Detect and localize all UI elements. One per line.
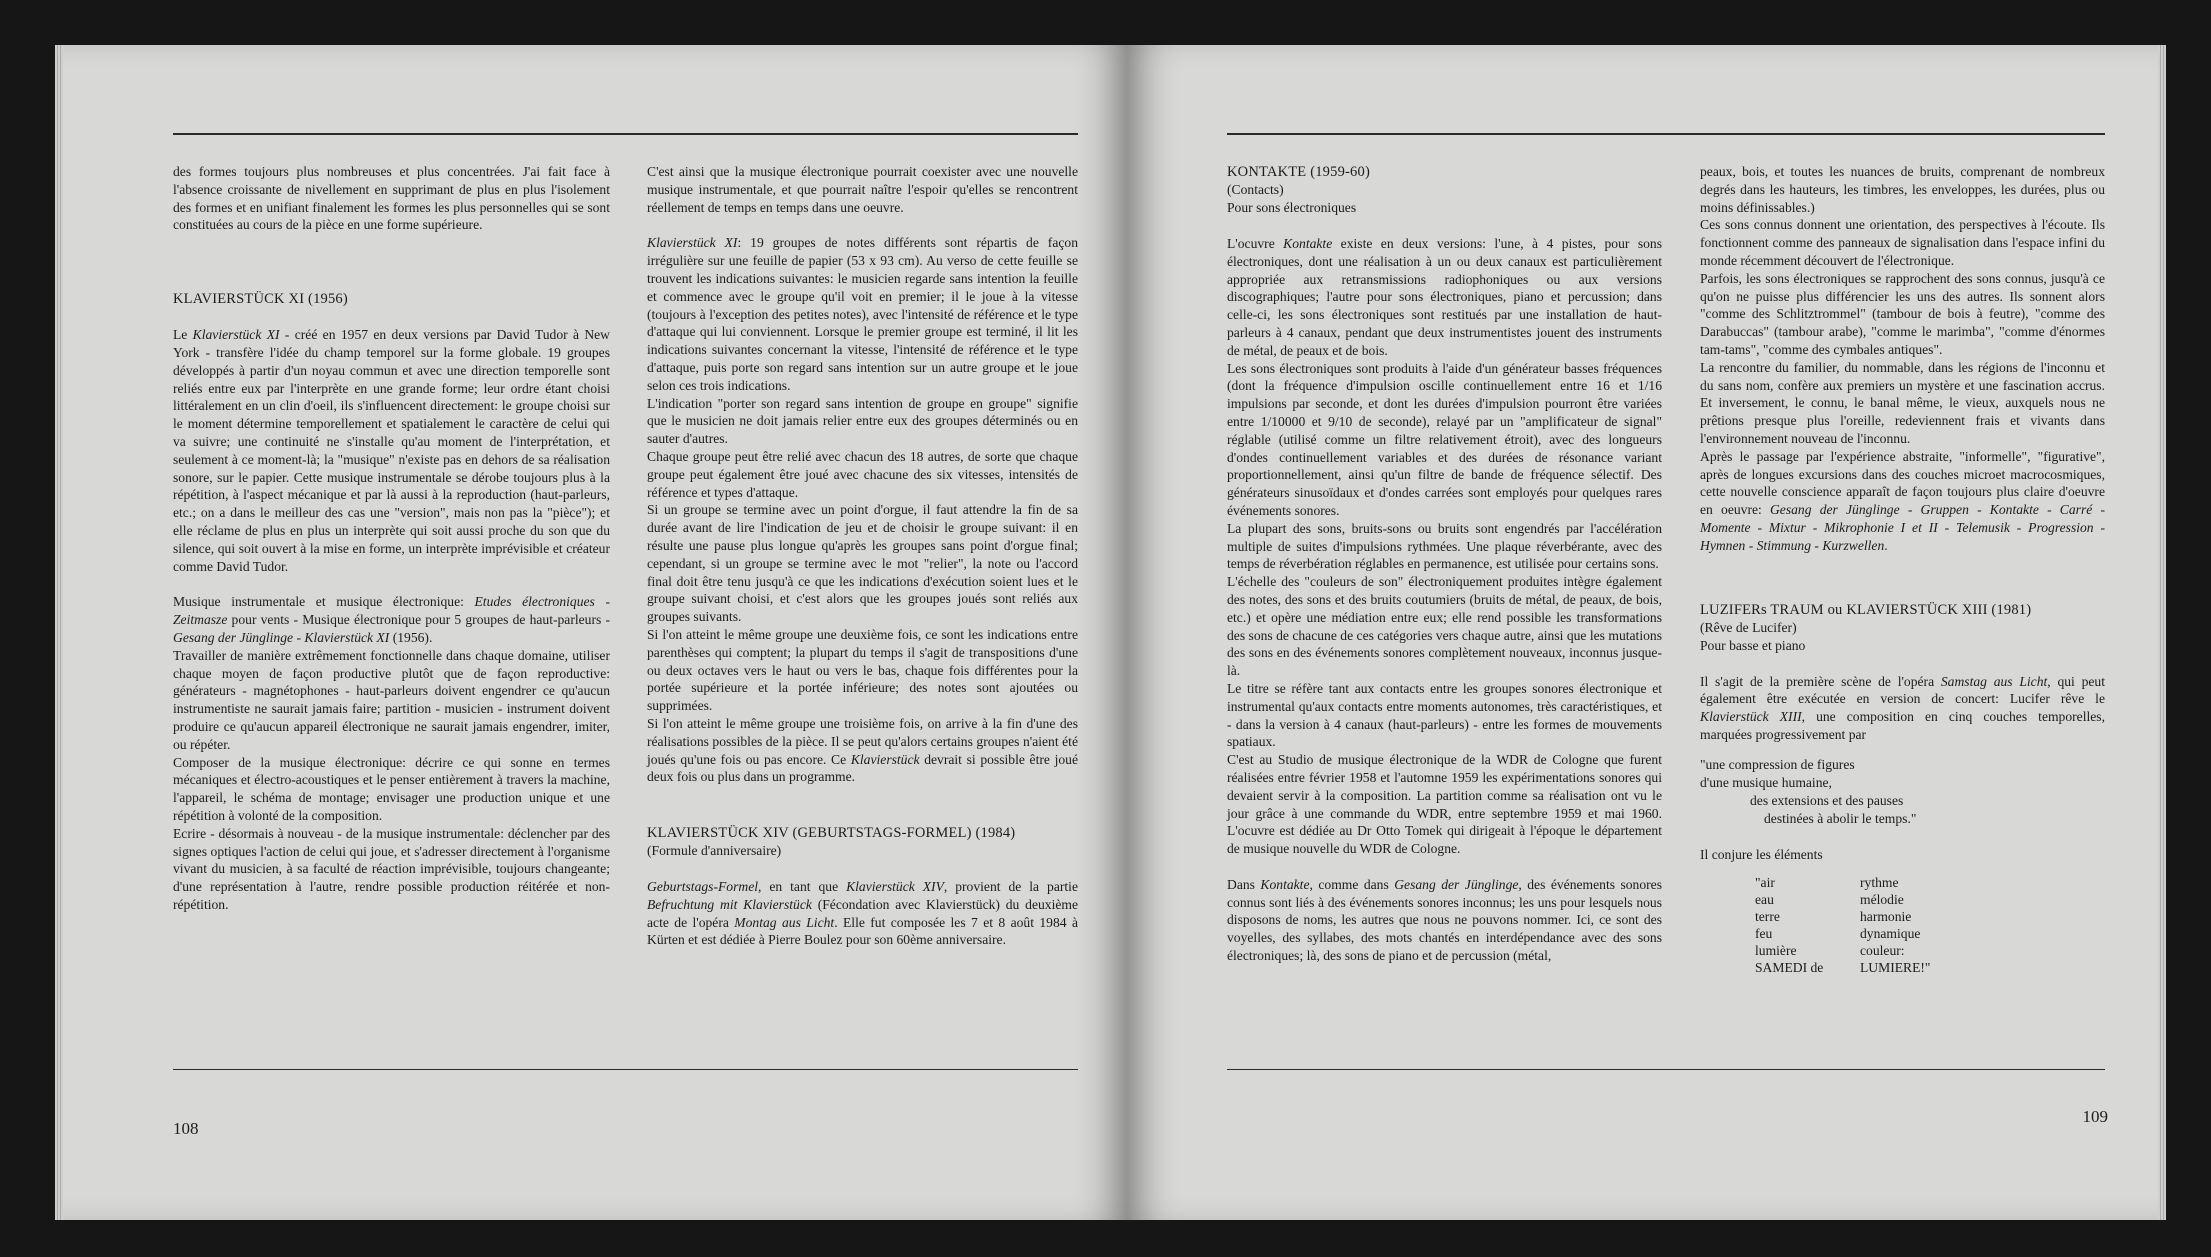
element-left: SAMEDI de <box>1755 959 1824 975</box>
page-number: 108 <box>173 1119 199 1138</box>
paragraph: L'indication "porter son regard sans intention de groupe en groupe" signifie que le musicien ne doit jamais relier entre eux des groupes déterminés ou en sauter d'autres. <box>647 395 1078 447</box>
left-column-2 <box>647 163 1078 949</box>
paragraph: Il s'agit de la première scène de l'opéra Samstag aus Licht, qui peut également être exécutée en version de concert: Lucifer rêve le Klavierstück XIII, une composition en cinq couches temporelles, marquées progressivement par <box>1700 673 2105 742</box>
element-right: couleur: <box>1860 942 1905 958</box>
quote-line: destinées à abolir le temps." <box>1764 810 1917 826</box>
paragraph: Si l'on atteint le même groupe une deuxième fois, ce sont les indications entre parenthèses qui comptent; la plupart du temps il s'agit de transpositions d'une ou deux octaves vers le haut ou vers le bas, chaque fois différentes pour la portée supérieure et la portée inférieure; des notes sont ajoutées ou supprimées. <box>647 626 1078 714</box>
quote-block <box>1700 756 2105 828</box>
paragraph: C'est au Studio de musique électronique de la WDR de Cologne que furent réalisées entre février 1958 et l'automne 1959 les expérimentations sonores qui devaient servir à la composition. La partition comme sa réalisation ont vu le jour grâce à une commande du WDR, entre septembre 1959 et mai 1960. L'ocuvre est dédiée au Dr Otto Tomek qui dirigeait à l'époque le département de musique nouvelle du WDR de Cologne. <box>1227 752 1662 857</box>
element-right: rythme <box>1860 874 1899 890</box>
top-rule <box>173 133 1078 135</box>
element-right: LUMIERE!" <box>1860 959 1931 975</box>
paragraph: Composer de la musique électronique: décrire ce qui sonne en termes mécaniques et électro-acoustiques et le penser entièrement à travers la machine, l'appareil, le schéma de montage; envisager une production unique et une répétition à volonté de la composition. <box>173 754 610 823</box>
section-subheading: (Contacts) <box>1227 182 1284 197</box>
element-left: terre <box>1755 908 1780 924</box>
paragraph: Si un groupe se termine avec un point d'orgue, il faut attendre la fin de sa durée avant de lire l'indication de jeu et de choisir le groupe suivant: il en résulte une pause plus longue qu'après les groupes sans point d'orgue final; cependant, si un groupe se termine avec le mot "relier", la note ou l'accord final doit être tenu jusqu'à ce que les indications d'exécution soient lues et le groupe suivant choisi, et c'est alors que les groupes joués sont reliés aux groupes suivants. <box>647 502 1078 625</box>
section-subheading: (Formule d'anniversaire) <box>647 843 782 859</box>
element-left: feu <box>1755 925 1773 941</box>
section-heading: KLAVIERSTÜCK XI (1956) <box>173 291 348 308</box>
top-rule <box>1227 133 2105 135</box>
paragraph: Klavierstück XI: 19 groupes de notes différents sont répartis de façon irrégulière sur une feuille de papier (53 x 93 cm). Au verso de cette feuille se trouvent les indications suivantes: le musicien regarde sans intention la feuille et commence avec le groupe qu'il voit en premier; il le joue à la vitesse (toujours à l'exception des petites notes), avec l'intensité de référence et le type d'attaque qui lui conviennent. Lorsque le premier groupe est terminé, il lit les indications suivantes concernant la vitesse, l'intensité de référence et le type d'attaque, puis porte son regard sans intention sur un autre groupe et le joue selon ces trois indications. <box>647 235 1078 393</box>
open-booklet <box>55 45 2166 1220</box>
paragraph: des formes toujours plus nombreuses et plus concentrées. J'ai fait face à l'absence croissante de nivellement en supprimant de plus en plus l'isolement des formes et en unifiant finalement les formes les plus personnelles qui se sont constituées au cours de la pièce en une forme supérieure. <box>173 164 610 233</box>
section-heading: LUZIFERs TRAUM ou KLAVIERSTÜCK XIII (1981) <box>1700 601 2032 618</box>
paragraph: L'ocuvre Kontakte existe en deux versions: l'une, à 4 pistes, pour sons électroniques, dont une réalisation à un ou deux canaux est particulièrement appropriée aux retransmissions radiophoniques ou aux versions discographiques; l'autre pour sons électroniques, piano et percussion; dans celle-ci, les sons électroniques sont restitués par une installation de haut-parleurs à 4 canaux, pendant que deux instrumentistes jouent des instruments de métal, de peaux et de bois. <box>1227 236 1662 358</box>
element-right: dynamique <box>1860 925 1921 941</box>
quote-line: d'une musique humaine, <box>1700 774 1832 790</box>
bottom-rule <box>173 1069 1078 1070</box>
left-page <box>55 45 1127 1220</box>
paragraph: Parfois, les sons électroniques se rapprochent des sons connus, jusqu'à ce qu'on ne puisse plus différencier les uns des autres. Ils sonnent alors "comme des Schlitztrommel" (tambour de bois à feutre), "comme des Darabuccas" (tambour arabe), "comme le marimba", "comme d'énormes tam-tams", "comme des cymbales antiques". <box>1700 270 2105 357</box>
right-page <box>1127 45 2166 1220</box>
paragraph: Le Klavierstück XI - créé en 1957 en deux versions par David Tudor à New York - transfère l'idée du champ temporel sur la forme globale. 19 groupes développés à partir d'un noyau commun et avec une direction temporelle sont reliés entre eux par l'interprète en une grande forme; leur ordre étant choisi littéralement en un clin d'oeil, ils s'influencent directement: le groupe choisi sur le moment détermine temporellement et spatialement le caractère de celui qui va suivre; une continuité ne s'installe qu'au moment de l'interprétation, et seulement à ce moment-là; la "musique" n'existe pas en dehors de sa réalisation sonore, sur le papier. Cette musique instrumentale se dérobe toujours plus à la répétition, à l'aspect mécanique et par là aussi à la reproduction (haut-parleurs, etc.; on a dans le meilleur des cas une "version", mais non pas la "pièce"); et elle réclame de plus en plus un interprète qui soit aussi proche du son que du silence, qui soit ouvert à la mise en forme, un interprète imprévisible et créateur comme David Tudor. <box>173 327 610 574</box>
page-edge <box>55 45 63 1220</box>
paragraph: Ecrire - désormais à nouveau - de la musique instrumentale: déclencher par des signes optiques l'action de celui qui joue, et s'adresser directement à l'organisme vivant du musicien, à sa faculté de réaction imprévisible, toujours changeante; d'une représentation à l'autre, rendre possible production réitérée et non-répétition. <box>173 825 610 912</box>
paragraph: Geburtstags-Formel, en tant que Klavierstück XIV, provient de la partie Befruchtung mit Klavierstück (Fécondation avec Klavierstück) du deuxième acte de l'opéra Montag aus Licht. Elle fut composée les 7 et 8 août 1984 à Kürten et est dédiée à Pierre Boulez pour son 60ème anniversaire. <box>647 879 1078 948</box>
right-column-2 <box>1700 163 2105 976</box>
paragraph: C'est ainsi que la musique électronique pourrait coexister avec une nouvelle musique instrumentale, et que pourrait naître l'espoir qu'elles se rencontrent réellement de temps en temps dans une oeuvre. <box>647 164 1078 215</box>
paragraph: Il conjure les éléments <box>1700 846 1823 862</box>
element-left: "air <box>1755 874 1775 890</box>
paragraph: Le titre se réfère tant aux contacts entre les groupes sonores électronique et instrumental qu'aux contacts entre moments autonomes, très caractéristiques, et - dans la version à 4 canaux (haut-parleurs) - entre les formes de mouvements spatiaux. <box>1227 680 1662 750</box>
element-right: mélodie <box>1860 891 1904 907</box>
paragraph: Musique instrumentale et musique électronique: Etudes électroniques - Zeitmasze pour vents - Musique électronique pour 5 groupes de haut-parleurs - Gesang der Jünglinge - Klavierstück XI (1956). <box>173 594 610 645</box>
paragraph: Chaque groupe peut être relié avec chacun des 18 autres, de sorte que chaque groupe peut également être joué avec chacune des six vitesses, intensités de référence et types d'attaque. <box>647 448 1078 500</box>
section-heading: KLAVIERSTÜCK XIV (GEBURTSTAGS-FORMEL) (1984) <box>647 825 1016 842</box>
paragraph: Ces sons connus donnent une orientation, des perspectives à l'écoute. Ils fonctionnent comme des panneaux de signalisation dans l'espace infini du monde récemment découvert de l'électronique. <box>1700 217 2105 268</box>
element-right: harmonie <box>1860 908 1912 924</box>
element-left: eau <box>1755 891 1774 907</box>
paragraph: Après le passage par l'expérience abstraite, "informelle", "figurative", après de longues excursions dans des couches microet macrocosmiques, cette nouvelle conscience apparaît de façon toujours plus claire d'oeuvre en oeuvre: Gesang der Jünglinge - Gruppen - Kontakte - Carré - Momente - Mixtur - Mikrophonie I et II - Telemusik - Progression - Hymnen - Stimmung - Kurzwellen. <box>1700 448 2105 553</box>
quote-line: "une compression de figures <box>1700 756 1855 772</box>
paragraph: Travailler de manière extrêmement fonctionnelle dans chaque domaine, utiliser chaque moyen de façon productive plutôt que de façon reproductive: générateurs - magnétophones - haut-parleurs doivent engendrer ce qu'aucun instrumentiste ne saurait jamais faire; partition - musicien - instrument doivent produire ce qu'aucun appareil électronique ne saurait jamais engendrer, imiter, ou répéter. <box>173 647 610 752</box>
left-column-1 <box>173 163 610 914</box>
section-subheading: Pour sons électroniques <box>1227 200 1357 215</box>
paragraph: Les sons électroniques sont produits à l'aide d'un générateur basses fréquences (dont la fréquence d'impulsion oscille continuellement entre 16 et 1/16 impulsions par seconde, et dont les durées d'impulsion pourront être variées entre 1/10000 et 9/10 de seconde), relayé par un "amplificateur de signal" réglable (utilisé comme un filtre relativement étroit), avec des longueurs d'ondes continuellement variables et des durées de résonance variant proportionnellement, ainsi qu'un filtre de bande de fréquence sélectif. Des générateurs sinusoïdaux et d'ondes carrées sont employés pour quelques rares événements sonores. <box>1227 360 1662 518</box>
right-column-1 <box>1227 163 1662 965</box>
paragraph: L'échelle des "couleurs de son" électroniquement produites intègre également des notes, des sons et des bruits coutumiers (bruits de métal, de peaux, de bois, etc.) et opère une médiation entre eux; elle rend possible les transformations des sons de chacune de ces catégories vers chaque autre, ainsi que les mutations des sons en des événements sonores complètement nouveaux, inconnus jusque-là. <box>1227 574 1662 679</box>
paragraph: Dans Kontakte, comme dans Gesang der Jünglinge, des événements sonores connus sont liés à des événements sonores inconnus; les uns pour lesquels nous disposons de noms, les autres que nous ne pouvons nommer. Ici, ce sont des voyelles, des syllabes, des mots chantés en interdépendance avec des sons électroniques; là, des sons de piano et de percussion (métal, <box>1227 876 1662 964</box>
quote-line: des extensions et des pauses <box>1750 792 1904 808</box>
section-heading: KONTAKTE (1959-60) <box>1227 164 1370 180</box>
page-number: 109 <box>2082 1107 2108 1126</box>
section-subheading: (Rêve de Lucifer) <box>1700 619 1797 635</box>
section-subheading: Pour basse et piano <box>1700 637 1806 653</box>
paragraph: peaux, bois, et toutes les nuances de bruits, comprenant de nombreux degrés dans les hauteurs, les timbres, les enveloppes, les durées, plus ou moins définissables.) <box>1700 164 2105 215</box>
paragraph: Si l'on atteint le même groupe une troisième fois, on arrive à la fin d'une des réalisations possibles de la pièce. Il se peut qu'alors certains groupes n'aient été joués qu'une fois ou pas encore. Ce Klavierstück devrait si possible être joué deux fois ou plus dans un programme. <box>647 715 1078 785</box>
bottom-rule <box>1227 1069 2105 1070</box>
paragraph: La plupart des sons, bruits-sons ou bruits sont engendrés par l'accélération multiple de suites d'impulsions rythmées. Une plaque réverbérante, avec des temps de réverbération réglables en permanence, est utilisée pour certains sons. <box>1227 520 1662 572</box>
elements-list <box>1755 874 2105 976</box>
paragraph: La rencontre du familier, du nommable, dans les régions de l'inconnu et du sans nom, confère aux premiers un mystère et une fascination accrus. Et inversement, le connu, le banal même, le vieux, auxquels nous ne prêtions presque plus l'oreille, redeviennent frais et vivants dans l'environnement nouveau de l'inconnu. <box>1700 359 2105 446</box>
page-edge <box>2158 45 2166 1220</box>
element-left: lumière <box>1755 942 1797 958</box>
